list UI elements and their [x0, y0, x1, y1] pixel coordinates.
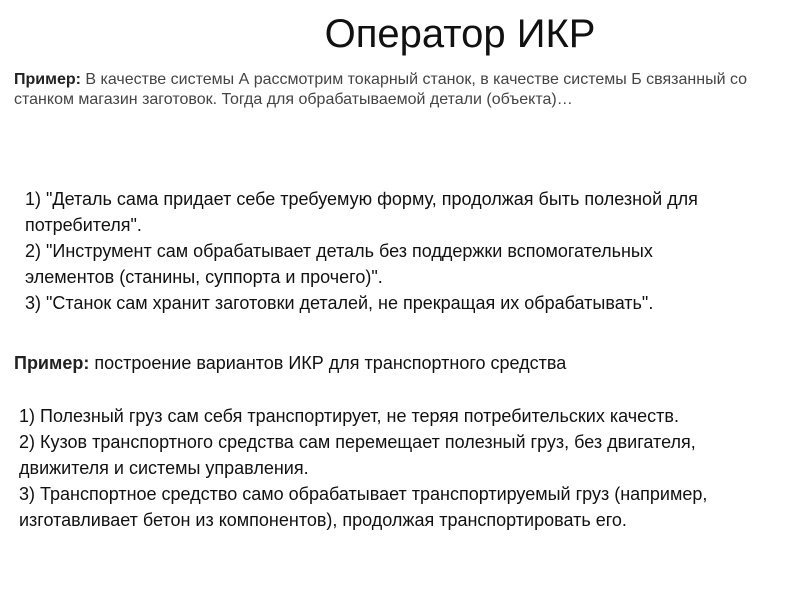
example-label: Пример:: [14, 353, 90, 373]
intro-paragraph: [14, 70, 794, 110]
intro-text: В качестве системы А рассмотрим токарный станок, в качестве системы Б связанный со станком магазин заготовок. Тогда для обрабатываемой детали (объекта)…: [14, 71, 748, 108]
list-item: 1) Полезный груз сам себя транспортирует, не теряя потребительских качеств.: [19, 406, 679, 426]
list-item: 3) "Станок сам хранит заготовки деталей, не прекращая их обрабатывать".: [25, 293, 654, 313]
intro-label: Пример:: [14, 71, 81, 88]
list-item: 3) Транспортное средство само обрабатывает транспортируемый груз (например, изготавливает бетон из компонентов), продолжая транспортировать его.: [19, 484, 708, 530]
list-item: 2) "Инструмент сам обрабатывает деталь без поддержки вспомогательных элементов (станины, суппорта и прочего)".: [25, 241, 653, 287]
example-heading: [14, 351, 774, 375]
ikr-list-vehicle: [19, 403, 779, 533]
list-item: 1) "Деталь сама придает себе требуемую форму, продолжая быть полезной для потребителя".: [25, 189, 698, 235]
list-item: 2) Кузов транспортного средства сам перемещает полезный груз, без двигателя, движителя и системы управления.: [19, 432, 696, 478]
page-title: Оператор ИКР: [324, 12, 596, 56]
ikr-list-lathe: [25, 186, 745, 316]
example-text: построение вариантов ИКР для транспортного средства: [89, 353, 567, 373]
